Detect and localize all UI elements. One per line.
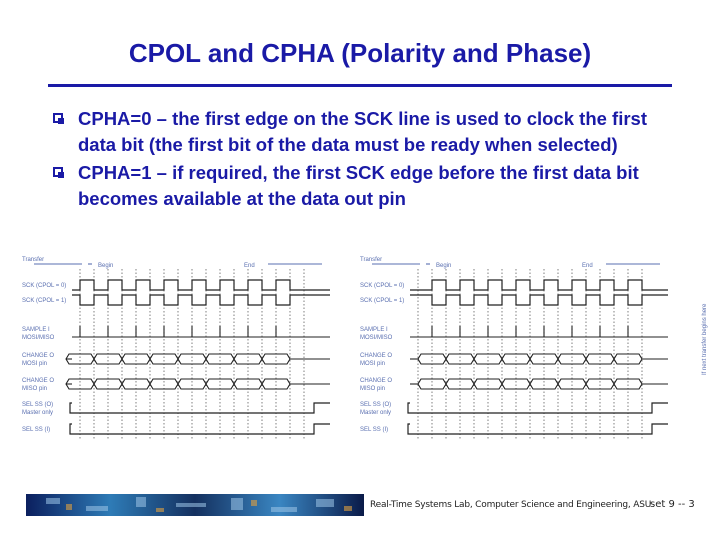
right-side-note: If next transfer begins here — [702, 303, 708, 375]
right-data-bit — [586, 354, 614, 364]
left-ss-wave — [70, 424, 330, 434]
bullet-item-cpha0 — [50, 106, 690, 158]
left-signal-sublabel-4: MISO pin — [22, 386, 48, 392]
left-data-bit — [234, 379, 262, 389]
right-signal-label-1: SCK (CPOL = 1) — [360, 298, 405, 304]
right-data-bit — [474, 379, 502, 389]
bullet-list — [50, 106, 690, 214]
right-header-end: End — [582, 263, 593, 269]
left-signal-label-1: SCK (CPOL = 1) — [22, 298, 67, 304]
left-header-transfer: Transfer — [22, 257, 45, 263]
right-header-begin: Begin — [436, 263, 452, 269]
right-signal-label-4: CHANGE O — [360, 378, 393, 384]
left-signal-sublabel-5: Master only — [22, 410, 54, 416]
left-data-bit — [150, 379, 178, 389]
left-signal-label-4: CHANGE O — [22, 378, 55, 384]
left-data-bit — [262, 354, 290, 364]
left-data-bit — [206, 379, 234, 389]
right-data-bit — [474, 354, 502, 364]
right-signal-label-5: SEL SS (O) — [360, 402, 392, 408]
footer-page-number: set 9 -- 3 — [650, 499, 695, 510]
right-data-bit — [586, 379, 614, 389]
slide-title: CPOL and CPHA (Polarity and Phase) — [128, 38, 592, 68]
left-signal-label-2: SAMPLE I — [22, 327, 50, 333]
right-data-bit — [418, 379, 446, 389]
left-signal-label-5: SEL SS (O) — [22, 402, 54, 408]
left-data-bit — [122, 354, 150, 364]
left-data-bit — [122, 379, 150, 389]
right-data-bit — [558, 354, 586, 364]
right-data-bit — [418, 354, 446, 364]
right-ss-wave — [408, 424, 668, 434]
left-data-bit — [94, 354, 122, 364]
right-signal-label-0: SCK (CPOL = 0) — [360, 283, 405, 289]
right-signal-label-6: SEL SS (I) — [360, 427, 389, 433]
title-underline — [48, 84, 672, 87]
left-ss-wave — [70, 403, 330, 413]
right-header-transfer: Transfer — [360, 257, 383, 263]
right-signal-label-3: CHANGE O — [360, 353, 393, 359]
left-header-end: End — [244, 263, 255, 269]
right-data-bit — [502, 354, 530, 364]
bullet-item-cpha1 — [50, 160, 690, 212]
left-data-bit — [206, 354, 234, 364]
right-ss-wave — [408, 403, 668, 413]
left-data-bit — [234, 354, 262, 364]
right-data-bit — [614, 379, 642, 389]
left-signal-label-6: SEL SS (I) — [22, 427, 51, 433]
left-data-bit — [94, 379, 122, 389]
right-signal-sublabel-4: MISO pin — [360, 386, 386, 392]
footer-lab-text: Real-Time Systems Lab, Computer Science and Engineering, ASU — [370, 500, 652, 510]
left-data-bit — [262, 379, 290, 389]
right-data-bit — [558, 379, 586, 389]
right-sck-cpol1-wave — [410, 295, 668, 305]
left-signal-label-3: CHANGE O — [22, 353, 55, 359]
right-data-bit — [614, 354, 642, 364]
footer-banner-image — [26, 494, 364, 516]
bullet-box-icon — [53, 113, 63, 123]
right-data-bit — [502, 379, 530, 389]
left-sck-cpol1-wave — [72, 295, 330, 305]
right-data-bit — [446, 379, 474, 389]
spi-timing-diagram — [22, 255, 712, 445]
right-signal-label-2: SAMPLE I — [360, 327, 388, 333]
left-signal-sublabel-2: MOSI/MISO — [22, 335, 55, 341]
right-signal-sublabel-5: Master only — [360, 410, 392, 416]
right-sck-cpol0-wave — [410, 280, 668, 290]
left-data-bit — [178, 379, 206, 389]
left-data-bit — [178, 354, 206, 364]
right-signal-sublabel-2: MOSI/MISO — [360, 335, 393, 341]
bullet-text: CPHA=1 – if required, the first SCK edge before the first data bit becomes available at the data out pin — [78, 162, 639, 209]
right-data-bit — [530, 379, 558, 389]
left-signal-sublabel-3: MOSI pin — [22, 361, 48, 367]
left-signal-label-0: SCK (CPOL = 0) — [22, 283, 67, 289]
right-signal-sublabel-3: MOSI pin — [360, 361, 386, 367]
left-header-begin: Begin — [98, 263, 114, 269]
left-data-bit — [150, 354, 178, 364]
right-data-bit — [446, 354, 474, 364]
bullet-text: CPHA=0 – the first edge on the SCK line is used to clock the first data bit (the first bit of the data must be ready when selected) — [78, 108, 647, 155]
left-sck-cpol0-wave — [72, 280, 330, 290]
bullet-box-icon — [53, 167, 63, 177]
right-data-bit — [530, 354, 558, 364]
